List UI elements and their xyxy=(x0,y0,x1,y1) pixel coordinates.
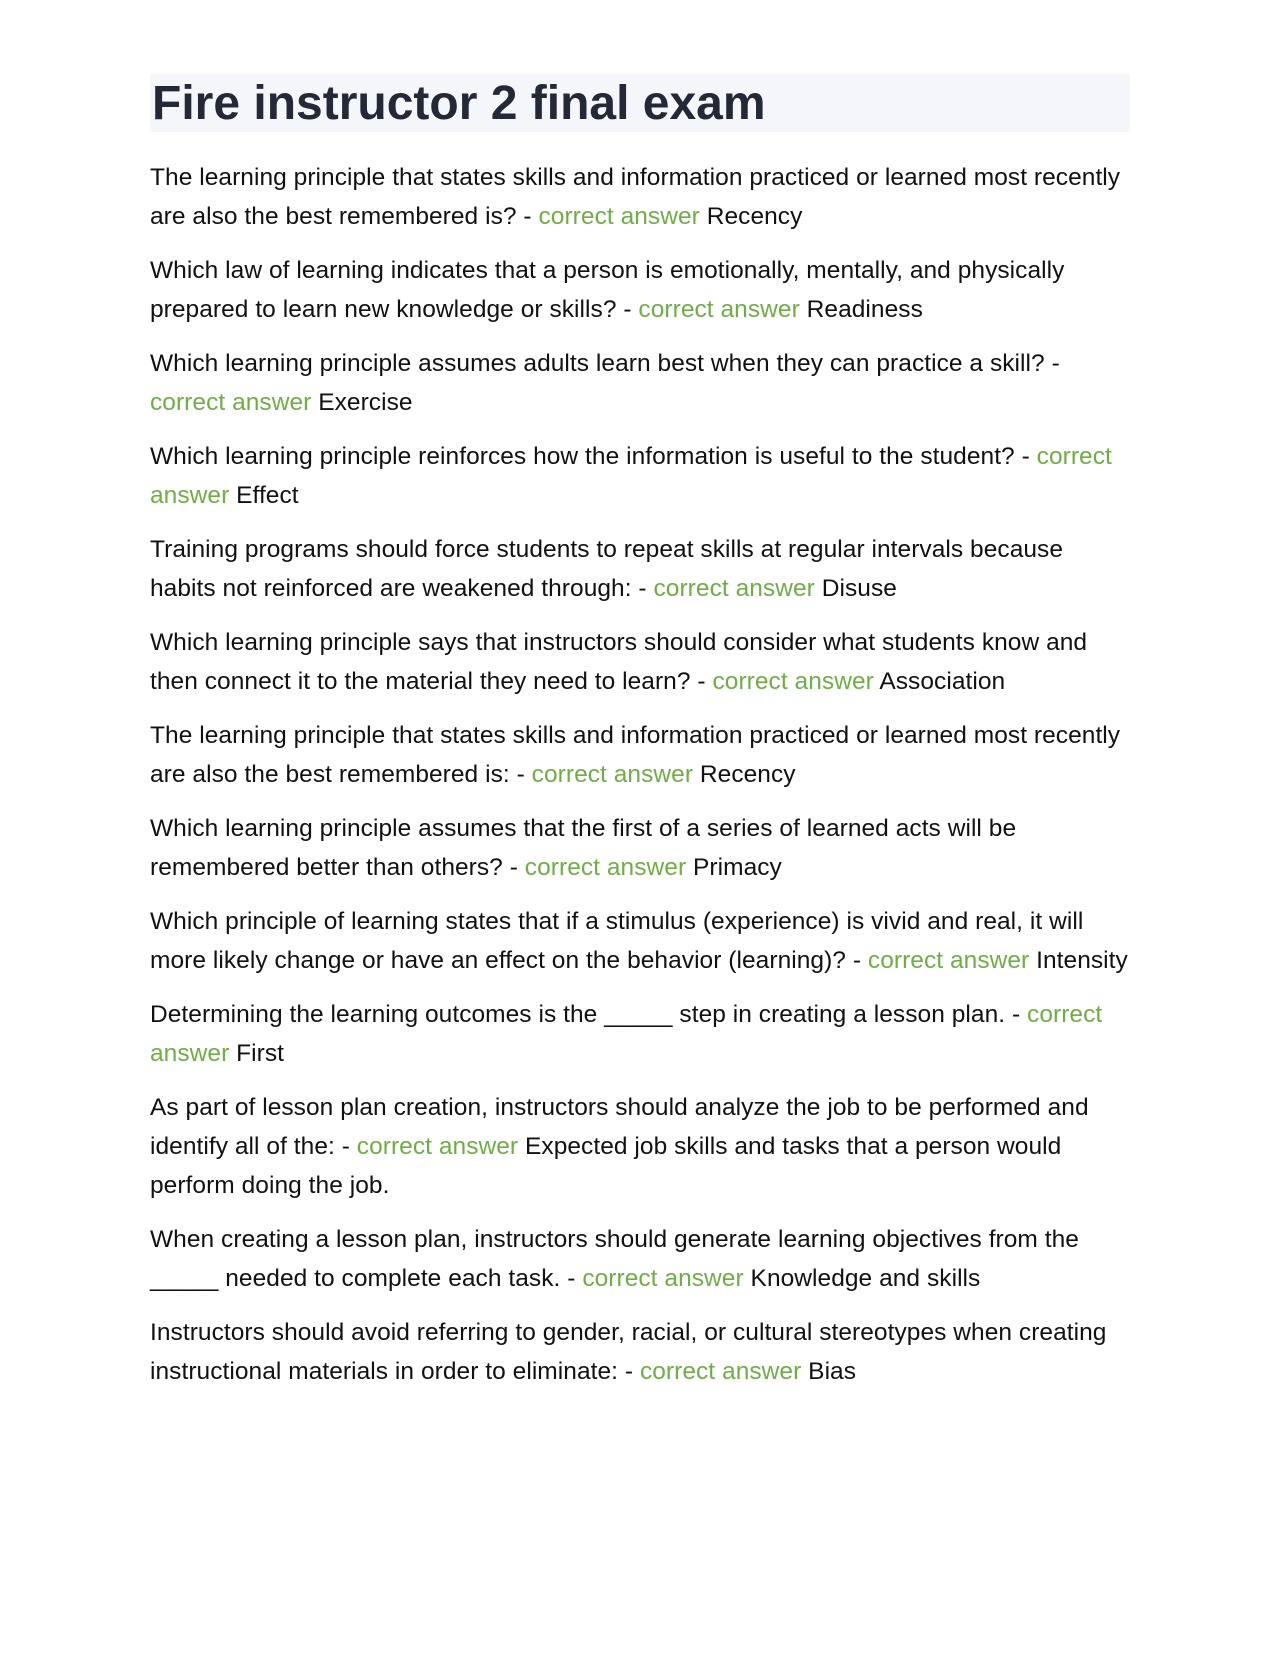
question-text: Determining the learning outcomes is the _____ step in creating a lesson plan. - xyxy=(150,1001,1028,1028)
answer-text: Primacy xyxy=(693,854,782,881)
correct-answer-label: correct answer xyxy=(524,854,687,881)
answer-text: Recency xyxy=(699,761,796,788)
page-title: Fire instructor 2 final exam xyxy=(152,77,766,130)
qa-item xyxy=(150,251,1130,329)
answer-text: Bias xyxy=(808,1358,857,1385)
qa-item xyxy=(150,716,1130,794)
qa-item xyxy=(150,995,1130,1073)
answer-text: First xyxy=(236,1040,285,1067)
answer-text: Association xyxy=(879,668,1006,695)
answer-text: Readiness xyxy=(806,296,923,323)
document-page xyxy=(150,74,1130,1406)
correct-answer-label: correct answer xyxy=(356,1133,519,1160)
answer-text: Disuse xyxy=(821,575,897,602)
qa-item xyxy=(150,623,1130,701)
correct-answer-label: correct answer xyxy=(582,1265,744,1292)
correct-answer-label: correct answer xyxy=(150,1001,1103,1067)
question-text: Instructors should avoid referring to gender, racial, or cultural stereotypes when creating instructional materials in order to eliminate: - xyxy=(150,1319,1107,1385)
question-text: As part of lesson plan creation, instructors should analyze the job to be performed and identify all of the: - xyxy=(150,1094,1089,1160)
question-text: The learning principle that states skills and information practiced or learned most recently are also the best remembered is? - xyxy=(150,164,1121,230)
qa-item xyxy=(150,1313,1130,1391)
title-banner xyxy=(150,74,1130,132)
qa-item xyxy=(150,344,1130,422)
correct-answer-label: correct answer xyxy=(531,761,694,788)
question-text: Which law of learning indicates that a person is emotionally, mentally, and physically prepared to learn new knowledge or skills? - xyxy=(150,257,1065,323)
answer-text: Recency xyxy=(706,203,803,230)
qa-item xyxy=(150,1088,1130,1205)
correct-answer-label: correct answer xyxy=(538,203,700,230)
correct-answer-label: correct answer xyxy=(653,575,815,602)
correct-answer-label: correct answer xyxy=(638,296,800,323)
question-text: Which learning principle assumes that the first of a series of learned acts will be remembered better than others? - xyxy=(150,815,1017,881)
qa-item xyxy=(150,1220,1130,1298)
correct-answer-label: correct answer xyxy=(867,947,1030,974)
qa-item xyxy=(150,902,1130,980)
qa-item xyxy=(150,437,1130,515)
question-text: Which principle of learning states that if a stimulus (experience) is vivid and real, it will more likely change or have an effect on the behavior (learning)? - xyxy=(150,908,1084,974)
answer-text: Intensity xyxy=(1036,947,1128,974)
question-text: Which learning principle says that instructors should consider what students know and then connect it to the material they need to learn? - xyxy=(150,629,1088,695)
correct-answer-label: correct answer xyxy=(712,668,874,695)
correct-answer-label: correct answer xyxy=(639,1358,802,1385)
question-text: The learning principle that states skills and information practiced or learned most recently are also the best remembered is: - xyxy=(150,722,1121,788)
question-text: Which learning principle reinforces how the information is useful to the student? - xyxy=(150,443,1037,470)
qa-item xyxy=(150,158,1130,236)
answer-text: Exercise xyxy=(318,389,413,416)
question-text: When creating a lesson plan, instructors should generate learning objectives from the _____ needed to complete each task. - xyxy=(150,1226,1079,1292)
correct-answer-label: correct answer xyxy=(150,443,1112,509)
qa-item xyxy=(150,809,1130,887)
correct-answer-label: correct answer xyxy=(150,389,312,416)
answer-text: Expected job skills and tasks that a person would perform doing the job. xyxy=(150,1133,1062,1199)
qa-item xyxy=(150,530,1130,608)
answer-text: Knowledge and skills xyxy=(750,1265,981,1292)
question-text: Which learning principle assumes adults learn best when they can practice a skill? - xyxy=(150,350,1060,377)
answer-text: Effect xyxy=(236,482,299,509)
question-text: Training programs should force students to repeat skills at regular intervals because habits not reinforced are weakened through: - xyxy=(150,536,1064,602)
